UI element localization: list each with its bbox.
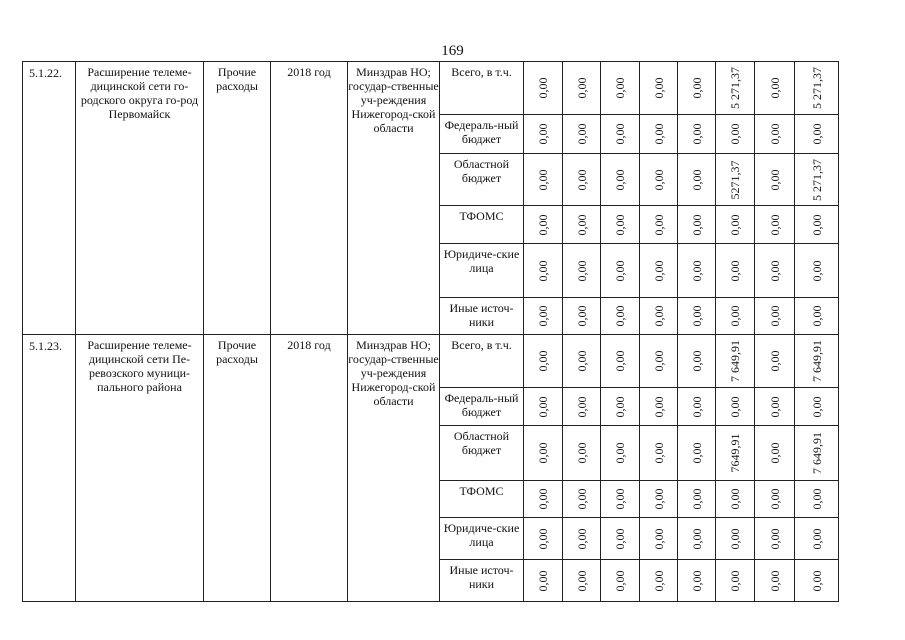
amount-cell <box>563 560 601 602</box>
amount-cell <box>524 244 563 298</box>
amount-cell <box>678 560 716 602</box>
amount-cell <box>678 298 716 335</box>
amount-value: 0,00 <box>613 350 627 372</box>
amount-value: 0,00 <box>574 570 589 591</box>
amount-value: 0,00 <box>536 488 550 510</box>
amount-value: 0,00 <box>574 214 589 235</box>
funding-source: Всего, в т.ч. <box>440 62 524 115</box>
amount-value: 0,00 <box>613 396 627 417</box>
amount-value: 0,00 <box>574 350 589 372</box>
period: 2018 год <box>271 335 348 602</box>
amount-value: 0,00 <box>574 169 589 190</box>
amount-cell <box>795 244 839 298</box>
amount-cell <box>755 426 795 481</box>
amount-cell <box>678 154 716 206</box>
amount-value: 0,00 <box>767 260 782 281</box>
row-number: 5.1.23. <box>23 335 76 602</box>
amount-value: 0,00 <box>613 214 627 235</box>
amount-value: 0,00 <box>809 260 824 281</box>
amount-cell <box>601 388 640 426</box>
amount-cell <box>795 62 839 115</box>
amount-cell <box>716 388 755 426</box>
amount-value: 0,00 <box>689 488 704 510</box>
amount-cell <box>716 560 755 602</box>
amount-value: 0,00 <box>536 396 550 417</box>
amount-value: 0,00 <box>651 123 666 145</box>
amount-cell <box>640 244 678 298</box>
amount-cell <box>795 115 839 154</box>
amount-cell <box>563 244 601 298</box>
amount-value: 0,00 <box>574 488 589 510</box>
amount-value: 0,00 <box>613 77 627 99</box>
amount-value: 0,00 <box>574 77 589 99</box>
amount-cell <box>716 206 755 244</box>
row-number: 5.1.22. <box>23 62 76 335</box>
amount-cell <box>563 426 601 481</box>
amount-value: 0,00 <box>728 488 742 510</box>
amount-cell <box>795 560 839 602</box>
amount-cell <box>640 481 678 518</box>
amount-cell <box>524 154 563 206</box>
amount-value: 0,00 <box>574 396 589 417</box>
amount-value: 0,00 <box>767 570 782 591</box>
amount-value: 0,00 <box>689 169 704 190</box>
amount-value: 0,00 <box>651 77 666 99</box>
amount-value: 0,00 <box>809 570 824 591</box>
amount-cell <box>601 298 640 335</box>
amount-value: 0,00 <box>689 350 704 372</box>
amount-cell <box>716 298 755 335</box>
amount-value: 0,00 <box>689 305 704 327</box>
amount-cell <box>601 154 640 206</box>
amount-cell <box>524 518 563 560</box>
amount-cell <box>716 244 755 298</box>
amount-value: 0,00 <box>613 488 627 510</box>
amount-value: 0,00 <box>728 305 742 327</box>
amount-value: 0,00 <box>767 305 782 327</box>
amount-cell <box>678 115 716 154</box>
amount-value: 0,00 <box>613 570 627 591</box>
amount-cell <box>755 335 795 388</box>
amount-cell <box>795 426 839 481</box>
amount-cell <box>524 481 563 518</box>
expense-type: Прочие расходы <box>204 335 271 602</box>
amount-value: 0,00 <box>536 305 550 327</box>
amount-value: 5 271,37 <box>728 67 742 109</box>
amount-value: 5271,37 <box>728 160 742 199</box>
amount-value: 0,00 <box>536 260 550 281</box>
amount-cell <box>601 62 640 115</box>
amount-cell <box>524 560 563 602</box>
amount-value: 0,00 <box>613 123 627 145</box>
amount-cell <box>755 518 795 560</box>
amount-value: 7 649,91 <box>809 432 824 474</box>
amount-cell <box>563 206 601 244</box>
amount-value: 0,00 <box>689 214 704 235</box>
amount-value: 0,00 <box>651 305 666 327</box>
amount-value: 7 649,91 <box>809 340 824 382</box>
amount-cell <box>524 62 563 115</box>
amount-cell <box>678 388 716 426</box>
amount-cell <box>755 244 795 298</box>
amount-cell <box>795 481 839 518</box>
amount-cell <box>795 154 839 206</box>
amount-value: 0,00 <box>767 528 782 549</box>
amount-cell <box>755 560 795 602</box>
amount-value: 0,00 <box>651 570 666 591</box>
funding-source: Федераль-ный бюджет <box>440 388 524 426</box>
amount-cell <box>563 62 601 115</box>
amount-value: 0,00 <box>536 570 550 591</box>
amount-cell <box>563 388 601 426</box>
funding-source: ТФОМС <box>440 481 524 518</box>
amount-value: 0,00 <box>536 123 550 145</box>
amount-cell <box>524 115 563 154</box>
executor: Минздрав НО; государ-ственные уч-реждения Нижегород-ской области <box>348 62 440 335</box>
amount-value: 0,00 <box>689 570 704 591</box>
amount-value: 0,00 <box>574 528 589 549</box>
amount-cell <box>640 426 678 481</box>
amount-cell <box>563 115 601 154</box>
amount-cell <box>716 115 755 154</box>
amount-cell <box>601 518 640 560</box>
amount-cell <box>755 481 795 518</box>
amount-value: 5 271,37 <box>809 67 824 109</box>
amount-cell <box>601 481 640 518</box>
amount-cell <box>524 335 563 388</box>
amount-value: 0,00 <box>651 214 666 235</box>
funding-source: Всего, в т.ч. <box>440 335 524 388</box>
amount-value: 0,00 <box>613 260 627 281</box>
amount-cell <box>716 481 755 518</box>
amount-cell <box>563 335 601 388</box>
amount-cell <box>795 206 839 244</box>
amount-cell <box>755 298 795 335</box>
amount-cell <box>755 206 795 244</box>
amount-value: 0,00 <box>651 350 666 372</box>
amount-value: 0,00 <box>767 396 782 417</box>
amount-cell <box>640 115 678 154</box>
amount-value: 0,00 <box>651 528 666 549</box>
amount-value: 0,00 <box>536 169 550 190</box>
funding-source: Юридиче-ские лица <box>440 244 524 298</box>
amount-cell <box>601 426 640 481</box>
amount-cell <box>640 298 678 335</box>
amount-cell <box>755 115 795 154</box>
amount-cell <box>601 206 640 244</box>
amount-cell <box>795 518 839 560</box>
amount-value: 0,00 <box>651 442 666 464</box>
funding-source: ТФОМС <box>440 206 524 244</box>
amount-cell <box>795 298 839 335</box>
amount-value: 0,00 <box>536 77 550 99</box>
amount-value: 0,00 <box>767 442 782 464</box>
amount-cell <box>678 426 716 481</box>
amount-value: 0,00 <box>809 528 824 549</box>
amount-value: 0,00 <box>767 214 782 235</box>
amount-value: 0,00 <box>728 123 742 145</box>
amount-value: 0,00 <box>574 442 589 464</box>
amount-value: 0,00 <box>809 488 824 510</box>
amount-cell <box>640 206 678 244</box>
amount-value: 0,00 <box>728 570 742 591</box>
amount-cell <box>640 335 678 388</box>
amount-cell <box>601 335 640 388</box>
funding-source: Областной бюджет <box>440 426 524 481</box>
amount-value: 0,00 <box>613 528 627 549</box>
amount-cell <box>795 335 839 388</box>
table-row <box>23 62 839 115</box>
amount-cell <box>678 244 716 298</box>
amount-value: 0,00 <box>767 77 782 99</box>
amount-value: 0,00 <box>574 123 589 145</box>
amount-value: 0,00 <box>728 214 742 235</box>
amount-value: 0,00 <box>689 77 704 99</box>
amount-cell <box>563 518 601 560</box>
amount-value: 0,00 <box>767 488 782 510</box>
amount-value: 0,00 <box>536 528 550 549</box>
amount-cell <box>640 154 678 206</box>
amount-value: 0,00 <box>728 528 742 549</box>
amount-cell <box>795 388 839 426</box>
amount-value: 0,00 <box>809 305 824 327</box>
amount-value: 5 271,37 <box>809 158 824 201</box>
amount-cell <box>755 62 795 115</box>
funding-source: Областной бюджет <box>440 154 524 206</box>
amount-value: 0,00 <box>536 350 550 372</box>
amount-value: 0,00 <box>574 305 589 327</box>
amount-value: 7 649,91 <box>728 340 742 382</box>
amount-cell <box>601 560 640 602</box>
page-number: 169 <box>441 43 464 59</box>
amount-cell <box>563 154 601 206</box>
amount-value: 0,00 <box>809 123 824 145</box>
budget-table <box>22 61 839 602</box>
amount-cell <box>563 481 601 518</box>
amount-cell <box>524 298 563 335</box>
amount-cell <box>678 206 716 244</box>
funding-source: Иные источ-ники <box>440 560 524 602</box>
funding-source: Федераль-ный бюджет <box>440 115 524 154</box>
amount-cell <box>755 154 795 206</box>
amount-value: 0,00 <box>613 305 627 327</box>
amount-value: 0,00 <box>613 442 627 464</box>
funding-source: Юридиче-ские лица <box>440 518 524 560</box>
amount-cell <box>678 518 716 560</box>
amount-value: 0,00 <box>767 123 782 145</box>
amount-cell <box>524 388 563 426</box>
amount-value: 0,00 <box>651 488 666 510</box>
measure-name: Расширение телеме-дицинской сети Пе-ревозского муници-пального района <box>76 335 204 602</box>
amount-cell <box>601 244 640 298</box>
amount-value: 0,00 <box>728 396 742 417</box>
amount-cell <box>601 115 640 154</box>
amount-value: 0,00 <box>767 169 782 190</box>
expense-type: Прочие расходы <box>204 62 271 335</box>
amount-value: 7649,91 <box>728 433 742 473</box>
amount-value: 0,00 <box>809 214 824 235</box>
amount-value: 0,00 <box>689 528 704 549</box>
amount-value: 0,00 <box>689 442 704 464</box>
amount-cell <box>716 426 755 481</box>
amount-value: 0,00 <box>689 260 704 281</box>
amount-value: 0,00 <box>651 260 666 281</box>
amount-value: 0,00 <box>689 396 704 417</box>
amount-value: 0,00 <box>689 123 704 145</box>
amount-cell <box>716 62 755 115</box>
amount-value: 0,00 <box>767 350 782 372</box>
amount-value: 0,00 <box>728 260 742 281</box>
amount-cell <box>678 335 716 388</box>
amount-cell <box>640 560 678 602</box>
amount-cell <box>716 154 755 206</box>
amount-cell <box>524 426 563 481</box>
amount-cell <box>640 518 678 560</box>
amount-cell <box>716 518 755 560</box>
amount-value: 0,00 <box>536 442 550 464</box>
amount-value: 0,00 <box>574 260 589 281</box>
amount-value: 0,00 <box>651 169 666 190</box>
amount-cell <box>640 62 678 115</box>
amount-cell <box>716 335 755 388</box>
amount-value: 0,00 <box>613 169 627 190</box>
amount-value: 0,00 <box>536 214 550 235</box>
amount-cell <box>640 388 678 426</box>
amount-value: 0,00 <box>651 396 666 417</box>
amount-cell <box>755 388 795 426</box>
table-row <box>23 335 839 388</box>
executor: Минздрав НО; государ-ственные уч-реждения Нижегород-ской области <box>348 335 440 602</box>
measure-name: Расширение телеме-дицинской сети го-родского округа го-род Первомайск <box>76 62 204 335</box>
amount-value: 0,00 <box>809 396 824 417</box>
amount-cell <box>678 481 716 518</box>
amount-cell <box>678 62 716 115</box>
funding-source: Иные источ-ники <box>440 298 524 335</box>
amount-cell <box>524 206 563 244</box>
amount-cell <box>563 298 601 335</box>
period: 2018 год <box>271 62 348 335</box>
